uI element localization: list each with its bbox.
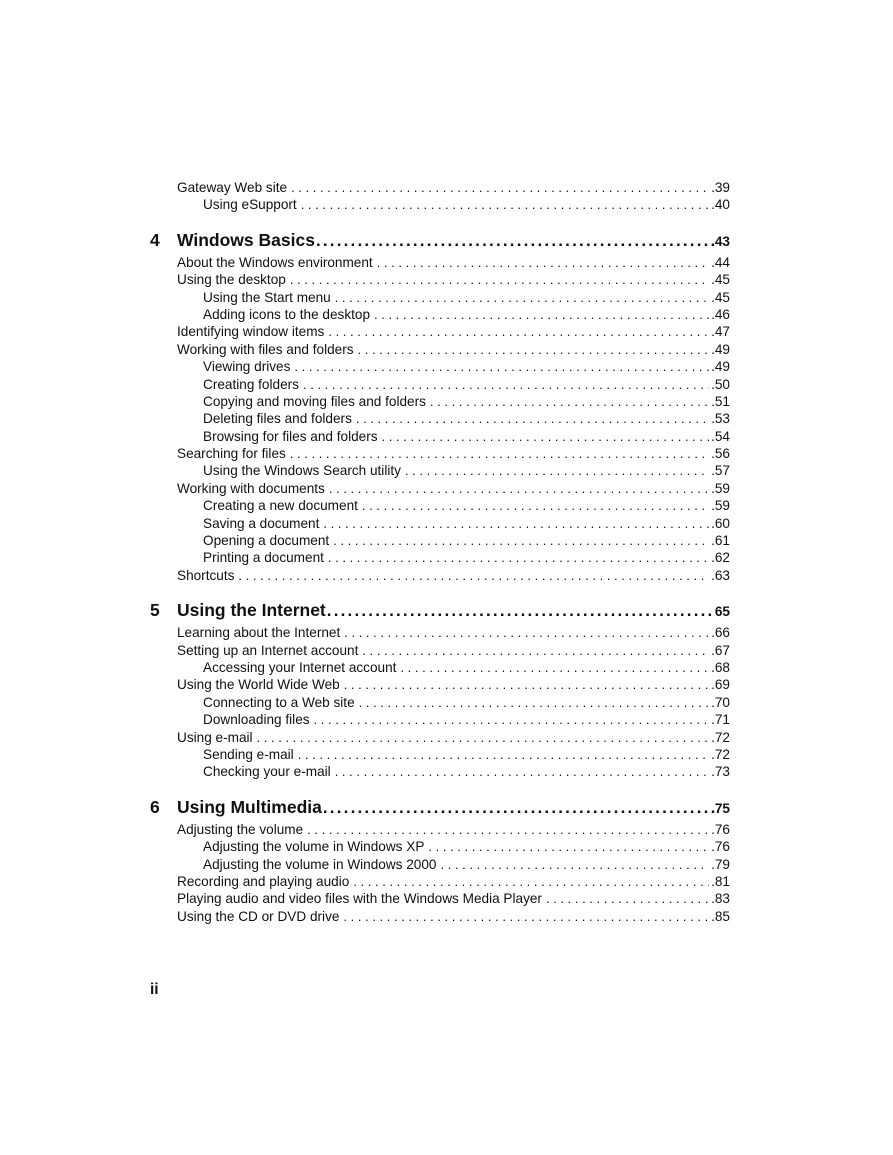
toc-subentry: [150, 711, 730, 728]
toc-entry-title: Learning about the Internet: [177, 625, 341, 641]
toc-entry-title: Checking your e-mail: [203, 764, 331, 780]
toc-entry-title: Browsing for files and folders: [203, 428, 378, 444]
toc-dot-leader: [323, 515, 709, 532]
toc-page-number: .66: [711, 625, 730, 641]
toc-entry-title: Using the CD or DVD drive: [177, 908, 340, 924]
toc-entry: [150, 341, 730, 358]
toc-entry: [150, 890, 730, 907]
toc-page-number: .60: [711, 515, 730, 531]
toc-dot-leader: [430, 393, 709, 410]
toc-entry-title: Using the desktop: [177, 272, 286, 288]
toc-subentry: [150, 289, 730, 306]
toc-subentry: [150, 393, 730, 410]
toc-page-number: .59: [711, 498, 730, 514]
toc-entry-title: Working with files and folders: [177, 341, 354, 357]
toc-entry: [150, 179, 730, 196]
toc-page-number: .46: [711, 306, 730, 322]
toc-page-number: .59: [711, 480, 730, 496]
toc-page-number: .39: [711, 180, 730, 195]
toc-page-number: .56: [711, 446, 730, 462]
toc-entry-title: Using the World Wide Web: [177, 677, 340, 693]
toc-chapter-heading: [150, 600, 730, 624]
toc-entry-title: Printing a document: [203, 550, 324, 566]
toc-dot-leader: [358, 341, 710, 358]
toc-dot-leader: [362, 497, 709, 514]
chapter-title: Using Multimedia: [177, 796, 322, 817]
toc-dot-leader: [323, 798, 715, 818]
toc-entry: [150, 480, 730, 497]
chapter-page-number: 65: [714, 604, 730, 620]
toc-page-number: .51: [711, 393, 730, 409]
toc-entry: [150, 624, 730, 641]
toc-page-number: .83: [711, 891, 730, 907]
toc-dot-leader: [328, 323, 709, 340]
toc-dot-leader: [257, 729, 710, 746]
toc-dot-leader: [400, 659, 709, 676]
toc-dot-leader: [303, 376, 709, 393]
toc-entry-title: Adjusting the volume: [177, 821, 304, 837]
toc-entry-title: Adding icons to the desktop: [203, 306, 371, 322]
toc-entry-title: Using e-mail: [177, 729, 253, 745]
toc-dot-leader: [294, 358, 709, 375]
toc-page-number: .49: [711, 341, 730, 357]
toc-entry-title: Connecting to a Web site: [203, 694, 355, 710]
toc-entry-title: Deleting files and folders: [203, 411, 352, 427]
toc-subentry: [150, 838, 730, 855]
toc-entry: [150, 821, 730, 838]
toc-entry-title: Using eSupport: [203, 197, 297, 213]
toc-subentry: [150, 462, 730, 479]
toc-page-number: .72: [711, 729, 730, 745]
toc-subentry: [150, 306, 730, 323]
toc-entry-title: Working with documents: [177, 480, 325, 496]
toc-page-number: .81: [711, 873, 730, 889]
toc-subentry: [150, 196, 730, 213]
toc-page-number: .76: [711, 839, 730, 855]
toc-entry-title: Shortcuts: [177, 567, 235, 583]
toc-entry: [150, 271, 730, 288]
toc-dot-leader: [335, 289, 709, 306]
toc-dot-leader: [290, 445, 709, 462]
toc-entry-title: Accessing your Internet account: [203, 659, 397, 675]
toc-entry-title: Using the Start menu: [203, 289, 331, 305]
toc-subentry: [150, 376, 730, 393]
toc-entry: [150, 873, 730, 890]
toc-dot-leader: [359, 694, 709, 711]
toc-subentry: [150, 532, 730, 549]
toc-subentry: [150, 410, 730, 427]
toc-subentry: [150, 497, 730, 514]
toc-dot-leader: [374, 306, 709, 323]
toc-dot-leader: [441, 856, 710, 873]
toc-page-number: .40: [711, 197, 730, 213]
toc-entry-title: Creating a new document: [203, 498, 358, 514]
toc-dot-leader: [291, 179, 709, 196]
toc-chapter-heading: [150, 797, 730, 821]
toc-chapter-heading: [150, 230, 730, 254]
toc-page-number: .67: [711, 642, 730, 658]
toc-dot-leader: [335, 763, 709, 780]
toc-entry-title: Recording and playing audio: [177, 873, 350, 889]
toc-entry-title: Adjusting the volume in Windows XP: [203, 839, 425, 855]
toc-page-number: .63: [711, 567, 730, 583]
chapter-number: 5: [150, 600, 160, 621]
toc-subentry: [150, 694, 730, 711]
toc-subentry: [150, 659, 730, 676]
toc-page-number: .70: [711, 694, 730, 710]
toc-dot-leader: [353, 873, 709, 890]
toc-dot-leader: [328, 549, 709, 566]
toc-subentry: [150, 428, 730, 445]
toc-entry-title: Using the Windows Search utility: [203, 463, 401, 479]
toc-dot-leader: [344, 676, 709, 693]
toc-page-number: .61: [711, 533, 730, 549]
toc-subentry: [150, 763, 730, 780]
toc-entry: [150, 729, 730, 746]
toc-dot-leader: [382, 428, 710, 445]
toc-entry: [150, 567, 730, 584]
chapter-number: 4: [150, 229, 160, 250]
toc-entry-title: About the Windows environment: [177, 254, 373, 270]
chapter-page-number: 43: [714, 233, 730, 249]
toc-dot-leader: [405, 462, 709, 479]
toc-subentry: [150, 549, 730, 566]
chapter-page-number: 75: [714, 800, 730, 816]
toc-subentry: [150, 358, 730, 375]
toc-entry: [150, 908, 730, 925]
toc-page-number: .50: [711, 376, 730, 392]
toc-entry-title: Playing audio and video files with the Windows Media Player: [177, 891, 542, 907]
toc-page-number: .69: [711, 677, 730, 693]
toc-entry-title: Gateway Web site: [177, 180, 288, 195]
toc-dot-leader: [314, 711, 710, 728]
toc-page-number: .49: [711, 359, 730, 375]
toc-dot-leader: [307, 821, 709, 838]
toc-entry: [150, 445, 730, 462]
toc-entry-title: Viewing drives: [203, 359, 291, 375]
toc-dot-leader: [377, 254, 709, 271]
toc-dot-leader: [344, 624, 709, 641]
toc-dot-leader: [546, 890, 709, 907]
toc-dot-leader: [356, 410, 709, 427]
toc-page-number: .72: [711, 746, 730, 762]
toc-page-number: .45: [711, 289, 730, 305]
toc-page-number: .68: [711, 659, 730, 675]
toc-page-number: .79: [711, 856, 730, 872]
toc-page-number: .57: [711, 463, 730, 479]
toc-entry-title: Sending e-mail: [203, 746, 294, 762]
toc-page-number: .54: [711, 428, 730, 444]
chapter-title: Windows Basics: [177, 229, 315, 250]
toc-page-number: .76: [711, 821, 730, 837]
page-folio: ii: [150, 981, 159, 998]
toc-entry: [150, 676, 730, 693]
toc-page-number: .71: [711, 712, 730, 728]
toc-entry-title: Searching for files: [177, 446, 286, 462]
toc-entry: [150, 642, 730, 659]
toc-page-number: .53: [711, 411, 730, 427]
toc-dot-leader: [316, 231, 715, 251]
toc-subentry: [150, 746, 730, 763]
toc-leading-section: [150, 179, 730, 214]
toc-dot-leader: [362, 642, 709, 659]
toc-dot-leader: [343, 908, 709, 925]
toc-dot-leader: [238, 567, 709, 584]
table-of-contents: [150, 179, 730, 925]
toc-dot-leader: [301, 196, 709, 213]
toc-subentry: [150, 856, 730, 873]
toc-page-number: .73: [711, 764, 730, 780]
toc-entry-title: Creating folders: [203, 376, 299, 392]
toc-dot-leader: [333, 532, 709, 549]
toc-entry-title: Saving a document: [203, 515, 320, 531]
toc-entry: [150, 254, 730, 271]
toc-entry-title: Copying and moving files and folders: [203, 393, 426, 409]
toc-entry-title: Adjusting the volume in Windows 2000: [203, 856, 437, 872]
toc-dot-leader: [428, 838, 709, 855]
chapter-title: Using the Internet: [177, 600, 326, 621]
toc-page-number: .45: [711, 272, 730, 288]
toc-entry-title: Opening a document: [203, 533, 330, 549]
toc-entry-title: Setting up an Internet account: [177, 642, 359, 658]
toc-page-number: .44: [711, 254, 730, 270]
toc-dot-leader: [290, 271, 709, 288]
toc-page-number: .47: [711, 324, 730, 340]
toc-chapters: [150, 230, 730, 925]
toc-dot-leader: [298, 746, 709, 763]
toc-entry: [150, 323, 730, 340]
toc-dot-leader: [329, 480, 709, 497]
toc-dot-leader: [327, 601, 715, 621]
toc-subentry: [150, 515, 730, 532]
toc-page-number: .62: [711, 550, 730, 566]
chapter-number: 6: [150, 796, 160, 817]
toc-page-number: .85: [711, 908, 730, 924]
toc-entry-title: Downloading files: [203, 712, 310, 728]
toc-entry-title: Identifying window items: [177, 324, 325, 340]
